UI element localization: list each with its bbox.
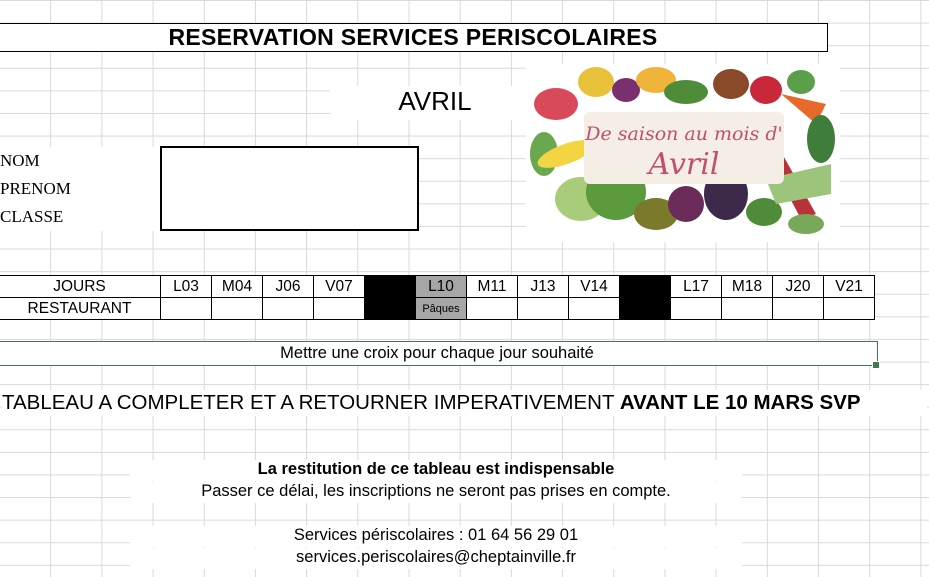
- contact-phone: Services périscolaires : 01 64 56 29 01: [130, 526, 742, 547]
- day-header: L17: [671, 276, 722, 298]
- instruction-text: Mettre une croix pour chaque jour souhaité: [280, 344, 594, 362]
- deadline-line: [2, 390, 927, 416]
- restaurant-cell[interactable]: [671, 298, 722, 320]
- fill-handle[interactable]: [872, 361, 880, 369]
- classe-label: CLASSE: [0, 203, 160, 231]
- prenom-field[interactable]: [160, 174, 419, 204]
- holiday-cell: Pâques: [416, 298, 467, 320]
- deadline-emphasis: AVANT LE 10 MARS SVP: [619, 391, 861, 414]
- day-header: V21: [824, 276, 875, 298]
- page-title: [0, 23, 828, 52]
- day-header: J20: [773, 276, 824, 298]
- classe-field[interactable]: [160, 202, 419, 231]
- deco-line2: Avril: [648, 147, 720, 182]
- day-header: J13: [518, 276, 569, 298]
- day-header: L03: [161, 276, 212, 298]
- blocked-column: [620, 276, 671, 298]
- day-header: J06: [263, 276, 314, 298]
- restaurant-cell[interactable]: [161, 298, 212, 320]
- restaurant-cell[interactable]: [773, 298, 824, 320]
- day-header: M18: [722, 276, 773, 298]
- contact-email[interactable]: services.periscolaires@cheptainville.fr: [130, 548, 742, 569]
- prenom-label: PRENOM: [0, 175, 160, 203]
- day-header: M11: [467, 276, 518, 298]
- deadline-prefix: TABLEAU A COMPLETER ET A RETOURNER IMPERATIVEMENT: [2, 391, 620, 414]
- restaurant-label: RESTAURANT: [0, 298, 161, 320]
- day-header: V07: [314, 276, 365, 298]
- day-header: M04: [212, 276, 263, 298]
- reservation-table: [0, 275, 875, 320]
- blocked-column: [365, 276, 416, 298]
- nom-label: NOM: [0, 147, 160, 175]
- days-row: [0, 276, 875, 298]
- day-header-holiday: L10: [416, 276, 467, 298]
- restaurant-cell[interactable]: [467, 298, 518, 320]
- blocked-cell: [620, 298, 671, 320]
- month-label: AVRIL: [330, 86, 540, 120]
- jours-label: JOURS: [0, 276, 161, 298]
- restaurant-cell[interactable]: [722, 298, 773, 320]
- day-header: V14: [569, 276, 620, 298]
- notice-text: Passer ce délai, les inscriptions ne seront pas prises en compte.: [130, 482, 742, 503]
- restaurant-row: [0, 298, 875, 320]
- instruction-cell[interactable]: [0, 341, 878, 366]
- blocked-cell: [365, 298, 416, 320]
- restaurant-cell[interactable]: [824, 298, 875, 320]
- deco-line1: De saison au mois d': [585, 123, 783, 145]
- restaurant-cell[interactable]: [518, 298, 569, 320]
- title-text: RESERVATION SERVICES PERISCOLAIRES: [168, 24, 658, 50]
- restaurant-cell[interactable]: [569, 298, 620, 320]
- seasonal-produce-image: [526, 64, 840, 242]
- nom-field[interactable]: [160, 146, 419, 176]
- restaurant-cell[interactable]: [212, 298, 263, 320]
- restaurant-cell[interactable]: [263, 298, 314, 320]
- notice-bold: La restitution de ce tableau est indispensable: [130, 460, 742, 481]
- restaurant-cell[interactable]: [314, 298, 365, 320]
